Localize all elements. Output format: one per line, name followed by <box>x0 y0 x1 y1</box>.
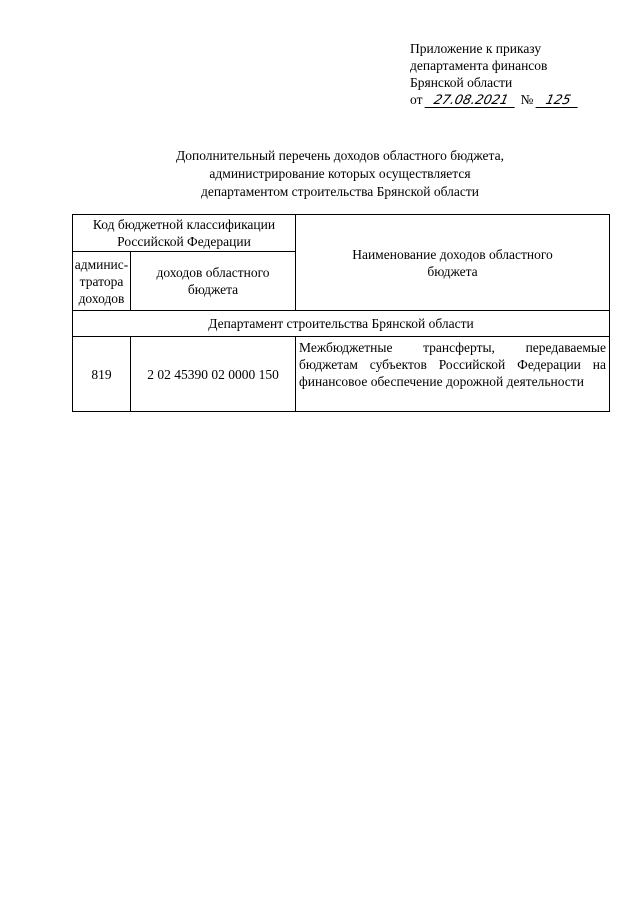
approval-date-row <box>410 91 610 108</box>
approval-line-2: департамента финансов <box>410 58 548 73</box>
date-prefix: от <box>410 92 423 107</box>
approval-line-3: Брянской области <box>410 75 513 90</box>
approval-block <box>410 40 610 108</box>
header-row-1 <box>73 215 610 252</box>
admin-code-cell: 819 <box>73 337 131 412</box>
title-line-2: администрирование которых осуществляется <box>209 166 471 181</box>
income-code-cell: 2 02 45390 02 0000 150 <box>131 337 296 412</box>
title-line-1: Дополнительный перечень доходов областного бюджета, <box>176 148 504 163</box>
number-sign: № <box>520 92 534 107</box>
department-row <box>73 311 610 337</box>
header-admin-code: админис-тратора доходов <box>73 252 131 311</box>
document-title <box>70 147 610 201</box>
title-line-3: департаментом строительства Брянской области <box>201 184 479 199</box>
handwritten-number: 125 <box>536 94 581 108</box>
header-classification-code: Код бюджетной классификации Российской Федерации <box>73 215 296 252</box>
handwritten-date: 27.08.2021 <box>425 94 518 108</box>
income-table <box>72 214 610 412</box>
income-name-cell: Межбюджетные трансферты, передаваемые бюджетам субъектов Российской Федерации на финансовое обеспечение дорожной деятельности <box>296 337 610 412</box>
approval-line-1: Приложение к приказу <box>410 41 542 56</box>
header-income-name: Наименование доходов областного бюджета <box>296 215 610 311</box>
table-row <box>73 337 610 412</box>
department-name: Департамент строительства Брянской области <box>73 311 610 337</box>
header-income-code: доходов областного бюджета <box>131 252 296 311</box>
